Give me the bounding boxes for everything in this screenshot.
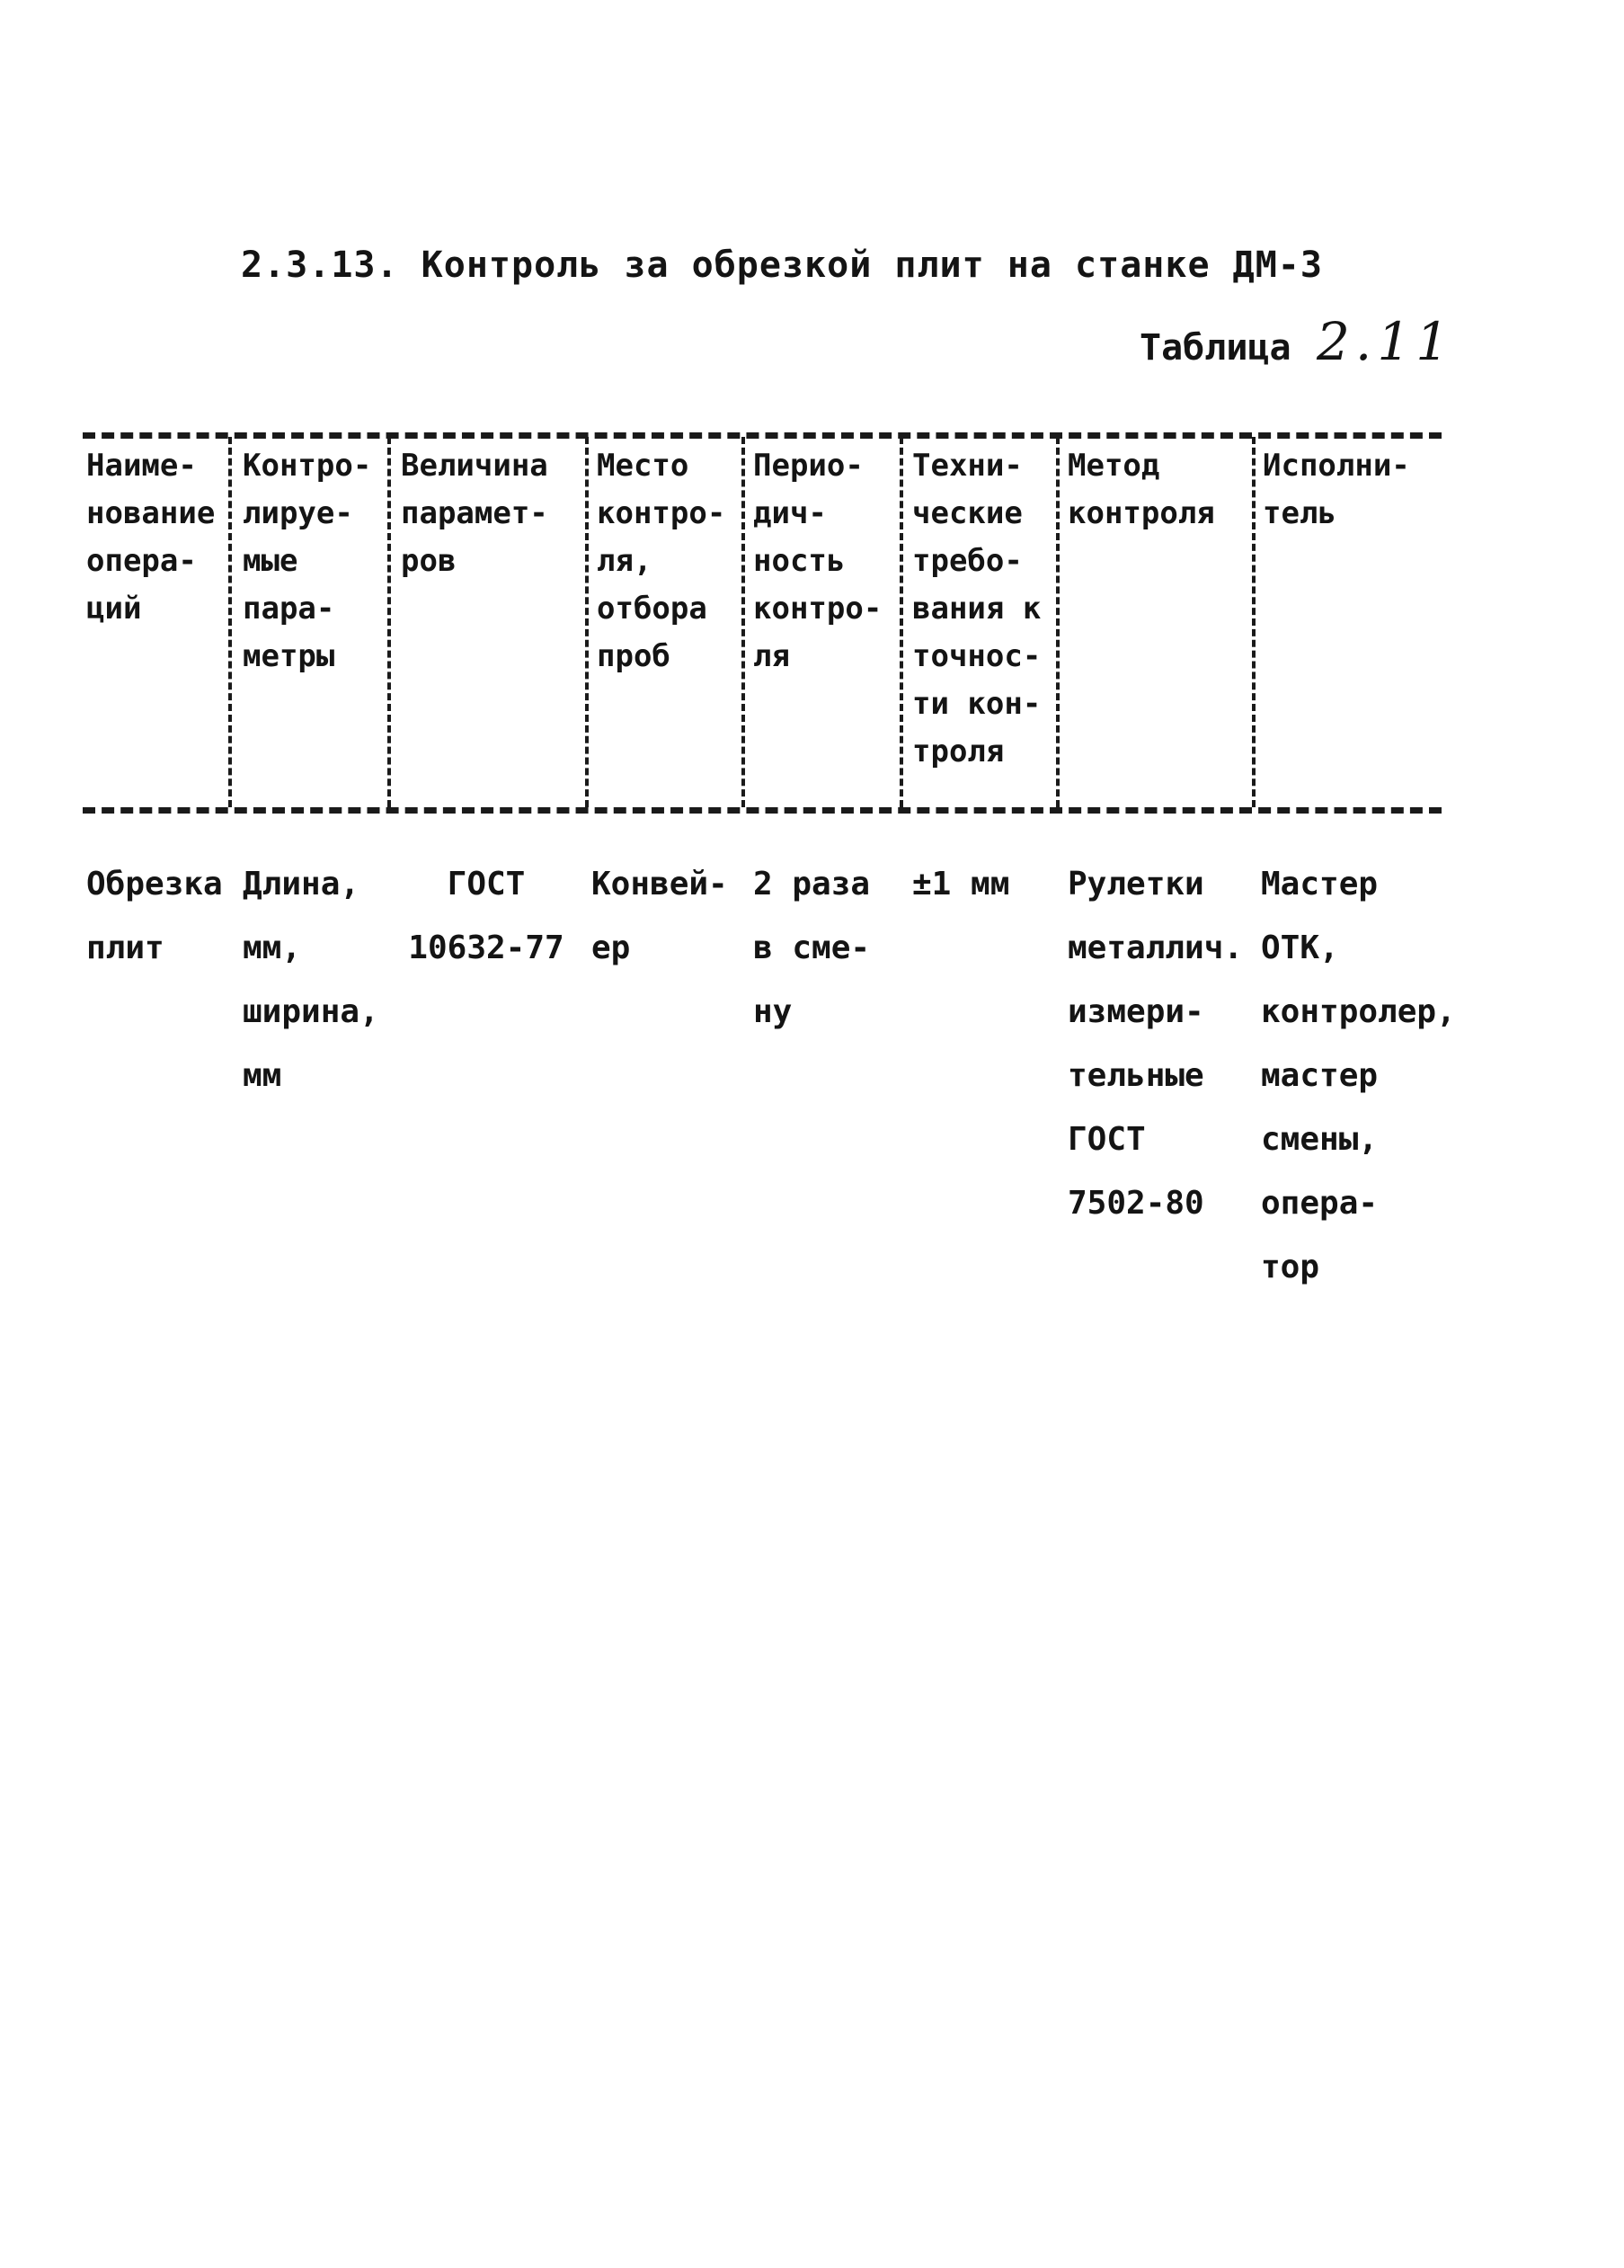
header-controlled-parameters: Контро- лируе- мые пара- метры (243, 448, 372, 674)
cell-control-method: Рулетки металлич. измери- тельные ГОСТ 7502-80 (1068, 866, 1244, 1222)
table-label: Таблица (1140, 327, 1291, 369)
header-executor: Исполни- тель (1263, 448, 1410, 531)
header-technical-requirements: Техни- ческие требо- вания к точнос- ти кон- троля (912, 448, 1042, 769)
section-heading: 2.3.13. Контроль за обрезкой плит на станке ДМ-3 (241, 245, 1323, 286)
table-number-handwritten: 2.11 (1317, 311, 1455, 372)
cell-executor: Мастер ОТК, контролер, мастер смены, опера- тор (1261, 866, 1456, 1285)
header-parameter-value: Величина парамет- ров (401, 448, 548, 579)
cell-technical-requirements: ±1 мм (912, 866, 1010, 903)
column-divider (900, 437, 903, 807)
header-periodicity: Перио- дич- ность контро- ля (753, 448, 883, 674)
header-control-method: Метод контроля (1068, 448, 1215, 531)
cell-parameter-value: ГОСТ 10632-77 (408, 866, 564, 966)
column-divider (228, 437, 232, 807)
cell-periodicity: 2 раза в сме- ну (753, 866, 871, 1030)
header-control-place: Место контро- ля, отбора проб (597, 448, 726, 674)
header-operation-name: Наиме- нование опера- ций (86, 448, 216, 627)
column-divider (387, 437, 391, 807)
column-divider (1252, 437, 1256, 807)
column-divider (741, 437, 745, 807)
column-divider (1056, 437, 1060, 807)
table-header-bottom-rule (83, 807, 1442, 814)
cell-control-place: Конвей- ер (591, 866, 728, 966)
cell-operation-name: Обрезка плит (86, 866, 223, 966)
cell-controlled-parameters: Длина, мм, ширина, мм (243, 866, 379, 1094)
table-top-rule (83, 432, 1442, 439)
column-divider (585, 437, 589, 807)
